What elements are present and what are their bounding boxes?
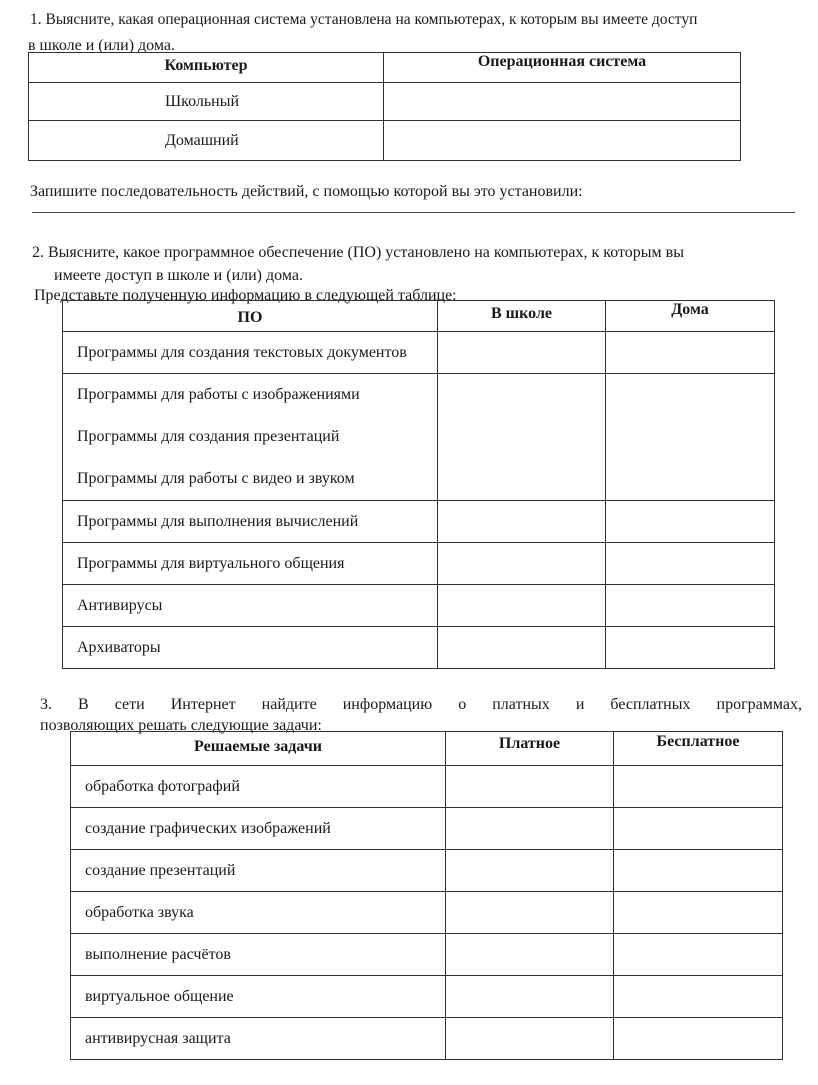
table-row — [29, 121, 741, 161]
q1-table-header-row — [29, 53, 741, 83]
table-row — [63, 332, 775, 374]
q1-answer-cell[interactable] — [384, 121, 741, 161]
q3-paid-cell[interactable] — [446, 1018, 614, 1060]
q2-row-video-audio: Программы для работы с видео и звуком — [77, 470, 355, 487]
q2-school-cell[interactable] — [438, 374, 606, 501]
q3-row-antivirus: антивирусная защита — [71, 1018, 446, 1060]
q2-home-cell[interactable] — [606, 332, 775, 374]
table-row — [71, 934, 783, 976]
q2-row-calculations: Программы для выполнения вычислений — [63, 501, 438, 543]
table-row — [71, 808, 783, 850]
q2-row-images: Программы для работы с изображениями — [77, 386, 360, 403]
q3-table-header-row — [71, 732, 783, 766]
q2-header-software: ПО — [63, 301, 438, 332]
q2-table-header-row — [63, 301, 775, 332]
q2-header-school: В школе — [438, 301, 606, 332]
q1-answer-cell[interactable] — [384, 83, 741, 121]
q2-table — [62, 300, 775, 669]
table-row — [63, 501, 775, 543]
q2-home-cell[interactable] — [606, 585, 775, 627]
table-row — [71, 892, 783, 934]
q3-title-line2: позволяющих решать следующие задачи: — [40, 717, 322, 734]
q3-free-cell[interactable] — [614, 808, 783, 850]
table-row — [63, 374, 775, 501]
q2-row-archivers: Архиваторы — [63, 627, 438, 669]
q1-header-os: Операционная система — [384, 53, 741, 83]
q1-table — [28, 52, 741, 161]
q2-header-home: Дома — [606, 301, 775, 332]
q3-row-photo: обработка фотографий — [71, 766, 446, 808]
q3-row-audio: обработка звука — [71, 892, 446, 934]
q2-school-cell[interactable] — [438, 627, 606, 669]
q3-free-cell[interactable] — [614, 766, 783, 808]
q3-paid-cell[interactable] — [446, 976, 614, 1018]
q3-paid-cell[interactable] — [446, 934, 614, 976]
q1-row-home: Домашний — [29, 121, 384, 161]
q2-school-cell[interactable] — [438, 501, 606, 543]
q3-paid-cell[interactable] — [446, 892, 614, 934]
q2-school-cell[interactable] — [438, 585, 606, 627]
q2-title-line1: 2. Выясните, какое программное обеспечение (ПО) установлено на компьютерах, к которым вы — [32, 244, 684, 261]
q2-row-presentations: Программы для создания презентаций — [77, 428, 340, 445]
q2-home-cell[interactable] — [606, 374, 775, 501]
table-row — [71, 976, 783, 1018]
q3-header-tasks: Решаемые задачи — [71, 732, 446, 766]
q3-row-communication: виртуальное общение — [71, 976, 446, 1018]
q2-title-line2: имеете доступ в школе и (или) дома. — [54, 267, 303, 284]
q1-instruction: Запишите последовательность действий, с помощью которой вы это установили: — [30, 183, 583, 200]
q3-title-line1: 3. В сети Интернет найдите информацию о платных и бесплатных программах, — [40, 696, 802, 713]
q3-paid-cell[interactable] — [446, 766, 614, 808]
q2-home-cell[interactable] — [606, 501, 775, 543]
table-row — [29, 83, 741, 121]
q2-home-cell[interactable] — [606, 543, 775, 585]
table-row — [71, 850, 783, 892]
q3-row-calculations: выполнение расчётов — [71, 934, 446, 976]
q2-row-group-media — [63, 374, 438, 501]
q3-row-presentations: создание презентаций — [71, 850, 446, 892]
q2-row-antivirus: Антивирусы — [63, 585, 438, 627]
q3-free-cell[interactable] — [614, 1018, 783, 1060]
q3-header-paid: Платное — [446, 732, 614, 766]
q3-table — [70, 731, 783, 1060]
table-row — [63, 627, 775, 669]
q2-school-cell[interactable] — [438, 332, 606, 374]
q3-row-graphics: создание графических изображений — [71, 808, 446, 850]
table-row — [63, 585, 775, 627]
q3-paid-cell[interactable] — [446, 808, 614, 850]
q2-row-communication: Программы для виртуального общения — [63, 543, 438, 585]
q3-free-cell[interactable] — [614, 892, 783, 934]
table-row — [71, 766, 783, 808]
q3-paid-cell[interactable] — [446, 850, 614, 892]
q2-home-cell[interactable] — [606, 627, 775, 669]
q2-school-cell[interactable] — [438, 543, 606, 585]
q2-instruction: Представьте полученную информацию в следующей таблице: — [34, 287, 457, 304]
q1-answer-line[interactable] — [32, 212, 795, 213]
q1-title-line2: в школе и (или) дома. — [28, 37, 175, 54]
table-row — [63, 543, 775, 585]
q3-free-cell[interactable] — [614, 850, 783, 892]
q3-header-free: Бесплатное — [614, 732, 783, 766]
table-row — [71, 1018, 783, 1060]
q1-header-computer: Компьютер — [29, 53, 384, 83]
q3-free-cell[interactable] — [614, 976, 783, 1018]
q2-row-text-docs: Программы для создания текстовых документов — [63, 332, 438, 374]
q3-free-cell[interactable] — [614, 934, 783, 976]
q1-title-line1: 1. Выясните, какая операционная система установлена на компьютерах, к которым вы имеете доступ — [30, 11, 698, 28]
q1-row-school: Школьный — [29, 83, 384, 121]
